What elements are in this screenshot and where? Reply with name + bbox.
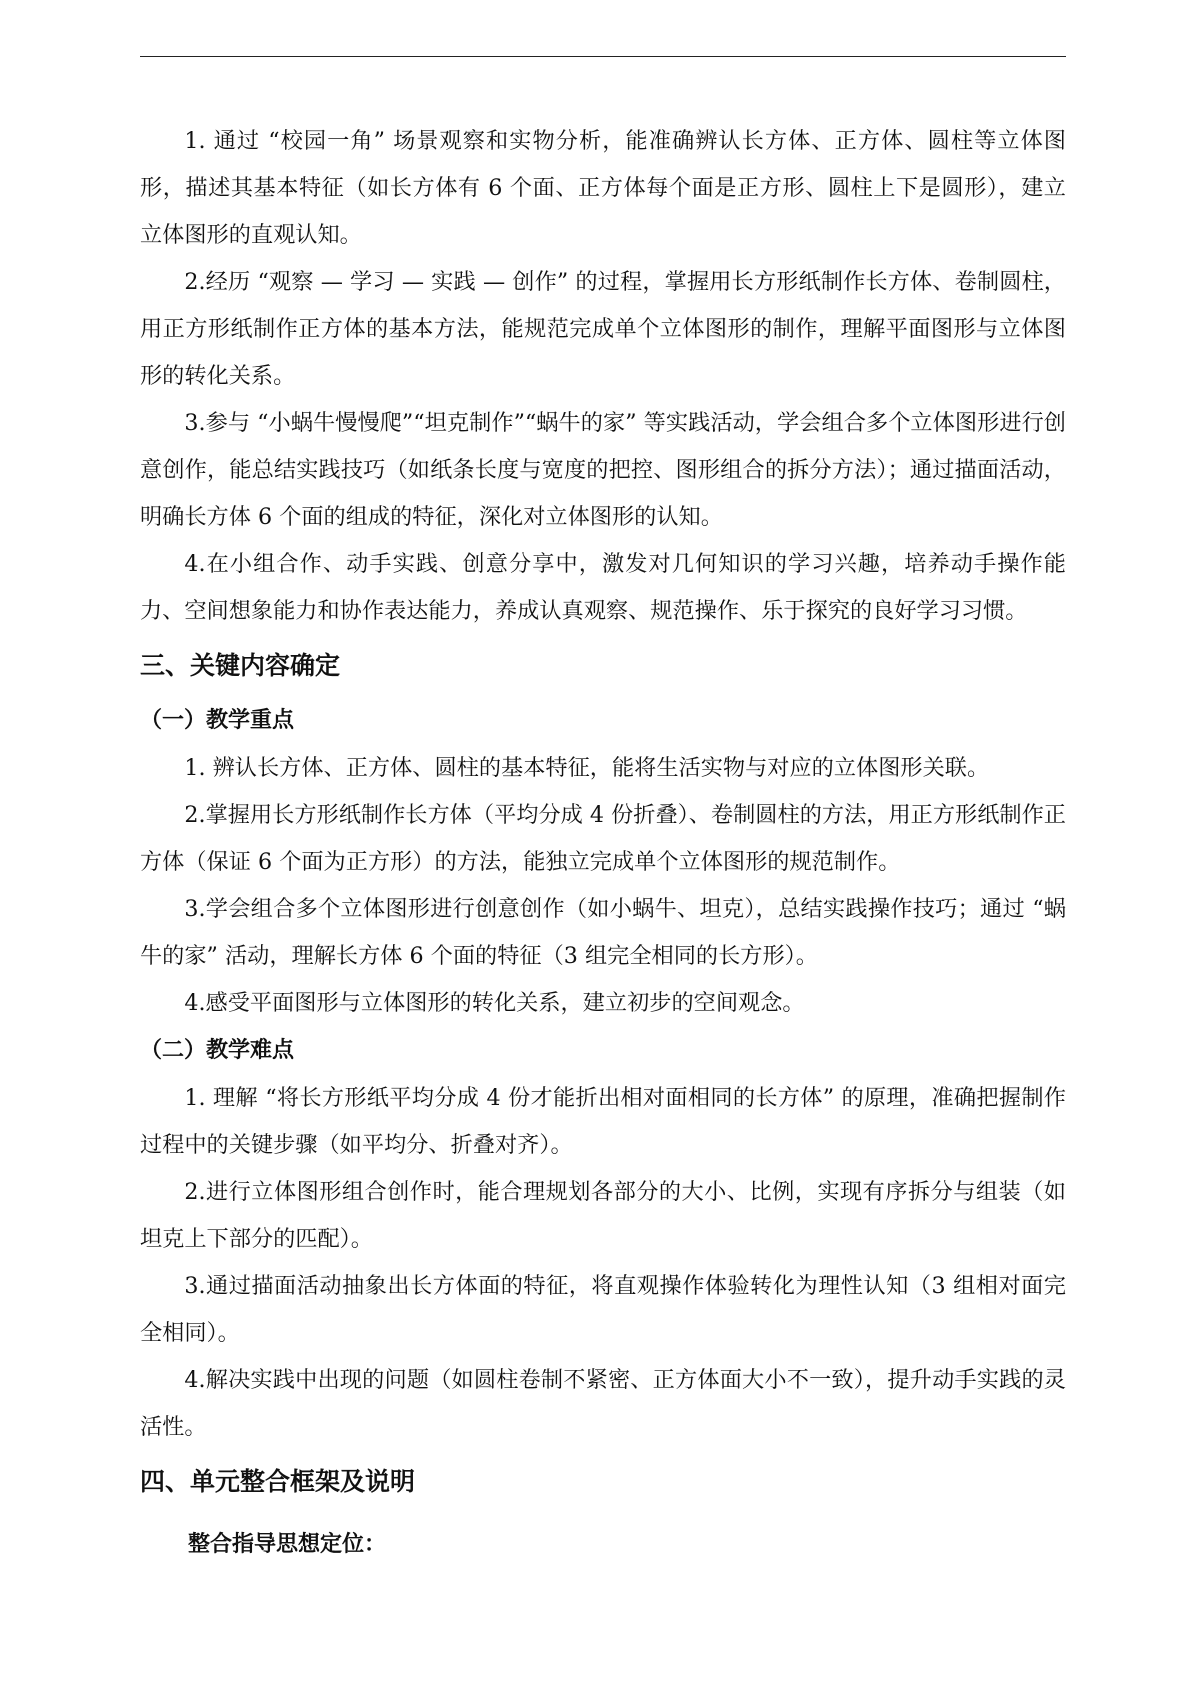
objective-paragraph-4: 4.在小组合作、动手实践、创意分享中，激发对几何知识的学习兴趣，培养动手操作能力、空间想象能力和协作表达能力，养成认真观察、规范操作、乐于探究的良好学习习惯。 [140,551,1066,624]
objective-paragraph-3: 3.参与 “小蜗牛慢慢爬”“坦克制作”“蜗牛的家” 等实践活动，学会组合多个立体图形进行创意创作，能总结实践技巧（如纸条长度与宽度的把控、图形组合的拆分方法）；通过描面活动，明确长方体 6 个面的组成的特征，深化对立体图形的认知。 [140,410,1066,530]
section-heading-unit-framework: 四、单元整合框架及说明 [140,1467,416,1496]
document-body [140,118,1066,1577]
objective-paragraph-1: 1. 通过 “校园一角” 场景观察和实物分析，能准确辨认长方体、正方体、圆柱等立体图形，描述其基本特征（如长方体有 6 个面、正方体每个面是正方形、圆柱上下是圆形），建立立体图形的直观认知。 [140,128,1066,248]
focus-item-1: 1. 辨认长方体、正方体、圆柱的基本特征，能将生活实物与对应的立体图形关联。 [184,755,990,781]
difficulty-item-2: 2.进行立体图形组合创作时，能合理规划各部分的大小、比例，实现有序拆分与组装（如坦克上下部分的匹配）。 [140,1179,1066,1252]
objective-paragraph-2: 2.经历 “观察 — 学习 — 实践 — 创作” 的过程，掌握用长方形纸制作长方体、卷制圆柱，用正方形纸制作正方体的基本方法，能规范完成单个立体图形的制作，理解平面图形与立体图形的转化关系。 [140,269,1066,389]
subheading-teaching-focus: （一）教学重点 [140,708,295,733]
section-heading-key-content: 三、关键内容确定 [140,651,341,680]
guide-heading: 整合指导思想定位： [188,1532,387,1557]
focus-item-4: 4.感受平面图形与立体图形的转化关系，建立初步的空间观念。 [184,990,805,1016]
focus-item-2: 2.掌握用长方形纸制作长方体（平均分成 4 份折叠）、卷制圆柱的方法，用正方形纸制作正方体（保证 6 个面为正方形）的方法，能独立完成单个立体图形的规范制作。 [140,802,1066,875]
header-rule [140,56,1066,57]
difficulty-item-3: 3.通过描面活动抽象出长方体面的特征，将直观操作体验转化为理性认知（3 组相对面完全相同）。 [140,1273,1066,1346]
subheading-teaching-difficulty: （二）教学难点 [140,1038,295,1063]
difficulty-item-1: 1. 理解 “将长方形纸平均分成 4 份才能折出相对面相同的长方体” 的原理，准确把握制作过程中的关键步骤（如平均分、折叠对齐）。 [140,1085,1066,1158]
focus-item-3: 3.学会组合多个立体图形进行创意创作（如小蜗牛、坦克），总结实践操作技巧；通过 “蜗牛的家” 活动，理解长方体 6 个面的特征（3 组完全相同的长方形）。 [140,896,1066,969]
difficulty-item-4: 4.解决实践中出现的问题（如圆柱卷制不紧密、正方体面大小不一致），提升动手实践的灵活性。 [140,1367,1066,1440]
